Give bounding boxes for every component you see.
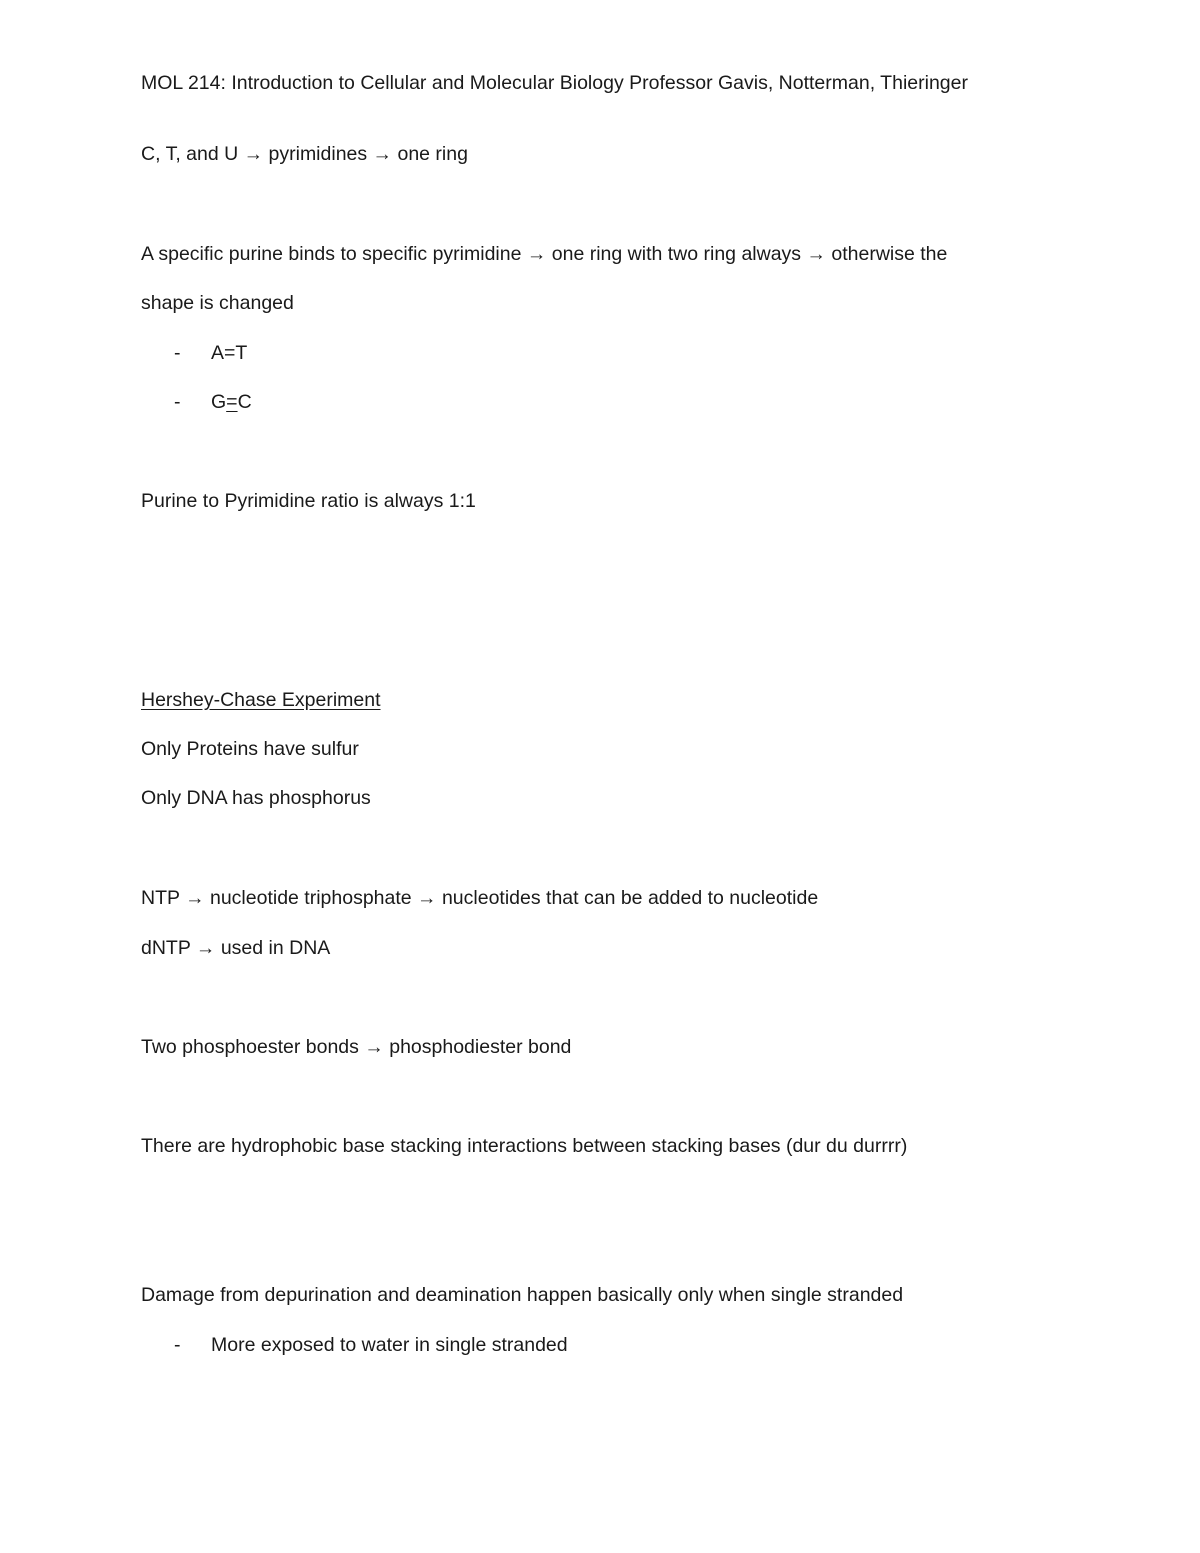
- purine-pyrimidine-ratio: Purine to Pyrimidine ratio is always 1:1: [141, 490, 476, 512]
- pair-g-c: [211, 390, 252, 414]
- pair-g-c-bond: =: [226, 391, 238, 413]
- damage-note: Damage from depurination and deamination happen basically only when single stranded: [141, 1284, 904, 1306]
- base-pairing-note-line2: shape is changed: [141, 292, 294, 314]
- ntp-note: NTP → nucleotide triphosphate → nucleotides that can be added to nucleotide: [141, 887, 819, 909]
- dntp-note: dNTP → used in DNA: [141, 937, 331, 959]
- pyrimidines-note: C, T, and U → pyrimidines → one ring: [141, 143, 468, 165]
- base-pairing-note-line1: A specific purine binds to specific pyrimidine → one ring with two ring always → otherwise the: [141, 243, 948, 265]
- hershey-chase-heading: Hershey-Chase Experiment: [141, 689, 381, 711]
- bullet-marker: -: [174, 1334, 181, 1356]
- course-header: MOL 214: Introduction to Cellular and Molecular Biology Professor Gavis, Notterman, Thieringer: [141, 72, 968, 94]
- proteins-sulfur-note: Only Proteins have sulfur: [141, 738, 359, 760]
- pair-g-c-prefix: G: [211, 391, 227, 413]
- phosphodiester-note: Two phosphoester bonds → phosphodiester bond: [141, 1036, 572, 1058]
- pair-a-t: A=T: [211, 342, 248, 364]
- base-stacking-note: There are hydrophobic base stacking interactions between stacking bases (dur du durrrr): [141, 1135, 908, 1157]
- exposed-water-note: More exposed to water in single stranded: [211, 1334, 568, 1356]
- bullet-marker: -: [174, 391, 181, 413]
- dna-phosphorus-note: Only DNA has phosphorus: [141, 787, 371, 809]
- pair-g-c-suffix: C: [237, 391, 252, 413]
- bullet-marker: -: [174, 342, 181, 364]
